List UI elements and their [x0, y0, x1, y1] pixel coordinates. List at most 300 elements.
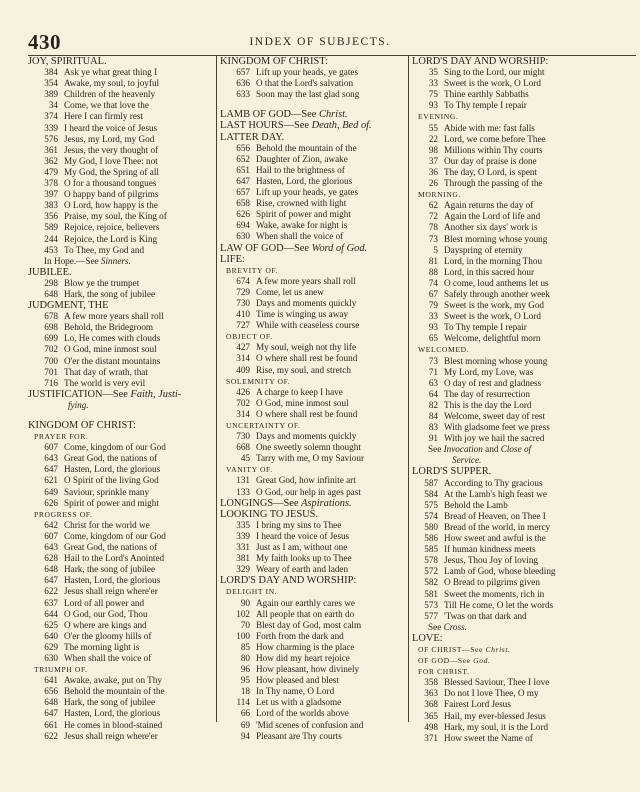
entry-text: Saviour, sprinkle many — [64, 486, 150, 497]
subsection-text: WELCOMED. — [418, 345, 470, 355]
see-text: and — [482, 444, 501, 455]
heading-text: JUDGMENT, THE — [28, 300, 109, 312]
hymn-number: 647 — [44, 464, 58, 475]
hymn-number: 628 — [44, 553, 58, 564]
subject-heading — [220, 56, 406, 67]
index-entry — [412, 222, 636, 233]
hymn-number: 657 — [236, 187, 250, 198]
hymn-number: 644 — [44, 608, 58, 619]
index-entry — [412, 100, 636, 111]
hymn-number: 625 — [44, 619, 58, 630]
index-entry — [28, 289, 214, 300]
subsection-heading — [28, 431, 214, 442]
index-entry — [28, 156, 214, 167]
index-entry — [28, 67, 214, 78]
index-entry — [28, 333, 214, 344]
entry-text: O day of rest and gladness — [444, 377, 542, 388]
hymn-number: 339 — [236, 530, 250, 541]
index-entry — [28, 145, 214, 156]
subsection-heading — [220, 376, 406, 387]
index-entry — [412, 278, 636, 289]
entry-text: Lord, in the morning Thou — [444, 255, 543, 266]
entry-text: The world is very evil — [64, 377, 146, 388]
index-entry — [220, 287, 406, 298]
hymn-number: 26 — [428, 178, 438, 189]
entry-text: O God, our help in ages past — [256, 486, 361, 497]
entry-text: O happy band of pilgrims — [64, 189, 159, 200]
hymn-number: 498 — [424, 721, 438, 732]
entry-text: Hail, my ever-blessed Jesus — [444, 710, 546, 721]
subject-heading — [412, 466, 636, 477]
index-entry — [412, 511, 636, 522]
index-entry — [220, 89, 406, 100]
index-entry — [28, 498, 214, 509]
entry-text: While with ceaseless course — [256, 320, 360, 331]
entry-text: My soul, weigh not thy life — [256, 342, 357, 353]
hymn-number: 314 — [236, 408, 250, 419]
hymn-number: 37 — [428, 155, 438, 166]
index-entry — [28, 586, 214, 597]
entry-text: Come, we that love the — [64, 100, 149, 111]
index-entry — [220, 564, 406, 575]
hymn-number: 356 — [44, 211, 58, 222]
cross-reference: Word of God. — [311, 242, 368, 254]
hymn-number: 69 — [240, 719, 250, 730]
entry-text: Welcome, sweet day of rest — [444, 411, 546, 421]
index-entry — [412, 555, 636, 566]
index-entry — [220, 165, 406, 176]
hymn-number: 82 — [428, 399, 438, 410]
hymn-number: 70 — [240, 619, 250, 630]
heading-text: LONGINGS—See — [220, 497, 302, 509]
entry-text: That day of wrath, that — [64, 366, 148, 377]
hymn-number: 98 — [428, 144, 438, 155]
hymn-number: 701 — [44, 366, 58, 377]
hymn-number: 80 — [240, 652, 250, 663]
entry-text: Lord of the worlds above — [256, 708, 349, 719]
hymn-number: 78 — [428, 222, 438, 233]
hymn-number: 381 — [236, 553, 250, 564]
hymn-number: 329 — [236, 564, 250, 575]
subject-heading — [220, 243, 406, 254]
index-entry — [412, 256, 636, 267]
index-entry — [220, 387, 406, 398]
entry-text: Lord, in this sacred hour — [444, 266, 535, 277]
heading-text: JUSTIFICATION—See — [28, 388, 131, 400]
cross-reference: Aspirations. — [301, 497, 352, 509]
subject-heading — [220, 498, 406, 509]
hymn-number: 730 — [236, 431, 250, 442]
entry-text: Bread of Heaven, on Thee I — [444, 510, 546, 521]
entry-text: If human kindness meets — [444, 544, 536, 555]
hymn-number: 331 — [236, 542, 250, 553]
hymn-number: 63 — [428, 377, 438, 388]
index-entry — [412, 577, 636, 588]
entry-text: All people that on earth do — [256, 608, 355, 619]
heading-text: LIFE: — [220, 253, 245, 265]
entry-text: In Thy name, O Lord — [256, 686, 335, 697]
entry-text: A few more years shall roll — [64, 311, 164, 322]
entry-text: Lo, He comes with clouds — [64, 333, 161, 344]
index-entry — [220, 409, 406, 420]
index-entry — [220, 542, 406, 553]
entry-text: I heard the voice of Jesus — [64, 122, 158, 133]
entry-text: Lord, we come before Thee — [444, 133, 546, 144]
heading-text: LOVE: — [412, 632, 443, 644]
entry-text: Abide with me: fast falls — [444, 122, 535, 133]
entry-text: According to Thy gracious — [444, 477, 543, 488]
index-entry — [412, 500, 636, 511]
page-number: 430 — [28, 30, 61, 54]
index-entry — [412, 78, 636, 89]
hymn-number: 647 — [44, 708, 58, 719]
index-entry — [28, 487, 214, 498]
hymn-number: 629 — [44, 641, 58, 652]
hymn-number: 362 — [44, 155, 58, 166]
subsection-text: PRAYER FOR. — [34, 432, 89, 442]
hymn-number: 700 — [44, 355, 58, 366]
hymn-number: 641 — [44, 675, 58, 686]
cross-reference: Sinners. — [100, 255, 131, 266]
index-entry — [28, 100, 214, 111]
heading-text: LAW OF GOD—See — [220, 242, 312, 254]
entry-text: Blest morning whose young — [444, 355, 548, 366]
index-entry — [28, 475, 214, 486]
hymn-number: 674 — [236, 275, 250, 286]
index-entry — [412, 333, 636, 344]
hymn-number: 66 — [240, 708, 250, 719]
entry-text: One sweetly solemn thought — [256, 442, 361, 453]
index-entry — [412, 289, 636, 300]
index-entry — [28, 575, 214, 586]
hymn-number: 18 — [240, 686, 250, 697]
index-column-right — [412, 56, 636, 744]
index-entry — [412, 145, 636, 156]
index-entry — [220, 620, 406, 631]
entry-text: Lift up your heads, ye gates — [256, 187, 359, 198]
entry-text: Lamb of God, whose bleeding — [444, 566, 556, 577]
hymn-number: 716 — [44, 377, 58, 388]
index-entry — [28, 675, 214, 686]
hymn-number: 657 — [236, 67, 250, 78]
index-entry — [412, 356, 636, 367]
entry-text: Weary of earth and laden — [256, 564, 349, 575]
index-column-middle — [220, 56, 406, 742]
entry-text: Pleasant are Thy courts — [256, 730, 342, 741]
index-entry — [28, 322, 214, 333]
index-entry — [412, 733, 636, 744]
index-entry — [220, 720, 406, 731]
hymn-number: 94 — [240, 730, 250, 741]
entry-text: Rise, crowned with light — [256, 198, 347, 209]
entry-text: Blest morning whose young — [444, 233, 548, 244]
index-entry — [28, 134, 214, 145]
entry-text: Blow ye the trumpet — [64, 277, 140, 288]
page-header — [0, 30, 640, 56]
heading-text: LAMB OF GOD—See — [220, 109, 320, 121]
subject-heading — [28, 420, 214, 431]
entry-text: Safely through another week — [444, 288, 550, 299]
subsection-heading — [412, 189, 636, 200]
index-entry — [28, 686, 214, 697]
entry-text: Just as I am, without one — [256, 542, 348, 553]
entry-text: Do not I love Thee, O my — [444, 688, 539, 699]
entry-text: Welcome, delightful morn — [444, 333, 541, 344]
hymn-number: 95 — [240, 675, 250, 686]
hymn-number: 33 — [428, 78, 438, 89]
entry-text: Daughter of Zion, awake — [256, 153, 348, 164]
entry-text: Spirit of power and might — [256, 209, 351, 220]
index-entry — [220, 531, 406, 542]
entry-text: A few more years shall roll — [256, 275, 356, 286]
hymn-number: 71 — [428, 366, 438, 377]
index-entry — [412, 134, 636, 145]
entry-text: Days and moments quickly — [256, 431, 357, 442]
subsection-text: UNCERTAINTY OF. — [226, 421, 301, 430]
hymn-number: 658 — [236, 198, 250, 209]
hymn-number: 427 — [236, 342, 250, 353]
hymn-number: 90 — [240, 597, 250, 608]
index-entry — [412, 267, 636, 278]
entry-text: 'Mid scenes of confusion and — [256, 719, 364, 730]
index-entry — [412, 611, 636, 622]
hymn-number: 607 — [44, 530, 58, 541]
entry-text: Jesus, my Lord, my God — [64, 133, 155, 144]
hymn-number: 100 — [236, 630, 250, 641]
hymn-number: 371 — [424, 732, 438, 743]
hymn-number: 642 — [44, 519, 58, 530]
entry-text: Again the Lord of life and — [444, 211, 541, 222]
index-entry — [412, 600, 636, 611]
entry-text: O'er the distant mountains — [64, 355, 161, 366]
index-entry — [28, 167, 214, 178]
entry-text: Christ for the world we — [64, 519, 150, 530]
entry-text: A charge to keep I have — [256, 386, 343, 397]
hymn-number: 577 — [424, 610, 438, 621]
index-entry — [220, 276, 406, 287]
index-entry — [28, 564, 214, 575]
subsection-text: BREVITY OF. — [226, 265, 279, 275]
subsection-heading — [220, 331, 406, 342]
index-entry — [28, 344, 214, 355]
hymn-number: 397 — [44, 189, 58, 200]
entry-text: The morning light is — [64, 641, 140, 652]
entry-text: My God, I love Thee: not — [64, 155, 158, 166]
index-entry — [220, 475, 406, 486]
index-entry — [412, 322, 636, 333]
index-entry — [28, 442, 214, 453]
index-entry — [220, 342, 406, 353]
hymn-number: 358 — [424, 677, 438, 688]
subsection-text: SOLEMNITY OF. — [226, 376, 291, 386]
entry-text: How pleasant, how divinely — [256, 664, 360, 675]
index-entry — [220, 154, 406, 165]
index-entry — [220, 697, 406, 708]
entry-text: Hasten, Lord, the glorious — [64, 575, 161, 586]
index-entry — [412, 367, 636, 378]
see-text: See — [428, 444, 444, 455]
hymn-number: 22 — [428, 133, 438, 144]
subject-heading — [412, 56, 636, 67]
entry-text: O where are kings and — [64, 619, 147, 630]
heading-text: LAST HOURS—See — [220, 120, 312, 132]
cross-reference: Cross. — [443, 621, 467, 632]
entry-text: When shall the voice of — [256, 231, 344, 242]
reference-continuation: Service. — [452, 455, 482, 466]
index-entry — [412, 178, 636, 189]
entry-text: Hark, the song of jubilee — [64, 697, 156, 708]
index-entry — [28, 731, 214, 742]
cross-reference: Close of — [500, 444, 532, 455]
entry-text: Dayspring of eternity — [444, 244, 523, 255]
index-entry — [28, 542, 214, 553]
index-entry — [220, 398, 406, 409]
entry-text: Great God, the nations of — [64, 542, 158, 553]
entry-text: Hasten, Lord, the glorious — [256, 175, 353, 186]
index-entry — [28, 609, 214, 620]
hymn-number: 630 — [44, 652, 58, 663]
entry-text: O where shall rest be found — [256, 408, 358, 419]
hymn-number: 368 — [424, 699, 438, 710]
entry-text: How charming is the place — [256, 641, 355, 652]
index-entry — [28, 453, 214, 464]
hymn-number: 81 — [428, 255, 438, 266]
entry-text: I heard the voice of Jesus — [256, 530, 350, 541]
index-entry — [412, 711, 636, 722]
entry-text: Great God, the nations of — [64, 453, 158, 464]
entry-text: O come, loud anthems let us — [444, 277, 549, 288]
entry-text: My God, the Spring of all — [64, 166, 159, 177]
entry-text: Praise, my soul, the King of — [64, 211, 167, 222]
subsection-reference — [412, 655, 636, 666]
entry-text: The day of resurrection — [444, 388, 530, 399]
entry-text: With joy we hail the sacred — [444, 433, 545, 444]
entry-text: Till He come, O let the words — [444, 599, 554, 610]
subsection-text: OF GOD—See — [418, 656, 474, 666]
entry-text: Lift up your heads, ye gates — [256, 67, 359, 78]
index-entry — [28, 222, 214, 233]
subsection-reference — [412, 644, 636, 655]
hymn-number: 361 — [44, 144, 58, 155]
subject-heading — [28, 389, 214, 400]
entry-text: Lord of all power and — [64, 597, 145, 608]
index-entry — [412, 234, 636, 245]
entry-text: Thine earthly Sabbaths — [444, 89, 529, 100]
entry-text: He comes in blood-stained — [64, 719, 163, 730]
entry-text: Come, kingdom of our God — [64, 530, 166, 541]
index-entry — [412, 688, 636, 699]
cross-reference: Christ. — [319, 109, 348, 121]
entry-text: Behold the mountain of the — [256, 142, 357, 153]
subsection-text: MORNING. — [418, 190, 461, 200]
hymn-number: 314 — [236, 353, 250, 364]
hymn-number: 626 — [236, 209, 250, 220]
hymn-number: 729 — [236, 286, 250, 297]
entry-text: Again returns the day of — [444, 200, 534, 211]
entry-text: Days and moments quickly — [256, 297, 357, 308]
subsection-text: OF CHRIST—See — [418, 644, 486, 654]
index-entry — [28, 531, 214, 542]
entry-text: With gladsome feet we press — [444, 422, 550, 433]
index-entry — [28, 642, 214, 653]
hymn-number: 244 — [44, 233, 58, 244]
see-reference — [412, 444, 636, 455]
entry-text: Hail to the Lord's Anointed — [64, 553, 165, 564]
hymn-number: 65 — [428, 333, 438, 344]
entry-text: My Lord, my Love, was — [444, 366, 534, 377]
index-entry — [220, 442, 406, 453]
subsection-heading — [412, 344, 636, 355]
heading-text: LORD'S DAY AND WORSHIP: — [220, 575, 357, 587]
index-entry — [412, 311, 636, 322]
subsection-heading — [220, 464, 406, 475]
index-entry — [220, 487, 406, 498]
index-entry — [412, 533, 636, 544]
hymn-number: 45 — [240, 453, 250, 464]
hymn-number: 335 — [236, 519, 250, 530]
hymn-number: 575 — [424, 499, 438, 510]
index-entry — [28, 598, 214, 609]
index-entry — [412, 89, 636, 100]
subject-heading — [28, 56, 214, 67]
entry-text: 'Twas on that dark and — [444, 610, 527, 621]
index-entry — [412, 300, 636, 311]
hymn-number: 374 — [44, 111, 58, 122]
index-entry — [412, 67, 636, 78]
index-entry — [220, 708, 406, 719]
hymn-number: 298 — [44, 277, 58, 288]
entry-text: Rise, my soul, and stretch — [256, 364, 351, 375]
index-entry — [28, 464, 214, 475]
index-entry — [220, 453, 406, 464]
index-entry — [28, 367, 214, 378]
column-divider — [216, 56, 217, 722]
subject-heading — [220, 254, 406, 265]
index-entry — [220, 176, 406, 187]
entry-text: O Lord, how happy is the — [64, 200, 158, 211]
entry-text: To Thy temple I repair — [444, 322, 527, 333]
entry-text: Blessed Saviour, Thee I love — [444, 677, 550, 688]
entry-text: O'er the gloomy hills of — [64, 630, 152, 641]
subject-heading — [220, 120, 406, 131]
entry-text: Through the passing of the — [444, 178, 543, 189]
entry-text: Behold the Lamb — [444, 499, 508, 510]
index-entry — [220, 731, 406, 742]
hymn-number: 36 — [428, 166, 438, 177]
cross-reference: Faith, Justi- — [130, 388, 182, 400]
index-entry — [28, 211, 214, 222]
index-entry — [220, 220, 406, 231]
index-entry — [412, 167, 636, 178]
cross-reference: Invocation — [443, 444, 483, 455]
hymn-number: 74 — [428, 277, 438, 288]
index-entry — [220, 320, 406, 331]
heading-text: JUBILEE. — [28, 266, 72, 278]
hymn-number: 643 — [44, 542, 58, 553]
hymn-number: 622 — [44, 730, 58, 741]
heading-text: LOOKING TO JESUS. — [220, 508, 319, 520]
index-entry — [412, 478, 636, 489]
subsection-text: DELIGHT IN. — [226, 587, 278, 597]
index-entry — [28, 653, 214, 664]
hymn-number: 35 — [428, 67, 438, 78]
index-entry — [28, 189, 214, 200]
hymn-number: 91 — [428, 433, 438, 444]
hymn-number: 64 — [428, 388, 438, 399]
hymn-number: 133 — [236, 486, 250, 497]
entry-text: Time is winging us away — [256, 309, 349, 320]
entry-text: How sweet and awful is the — [444, 533, 546, 544]
